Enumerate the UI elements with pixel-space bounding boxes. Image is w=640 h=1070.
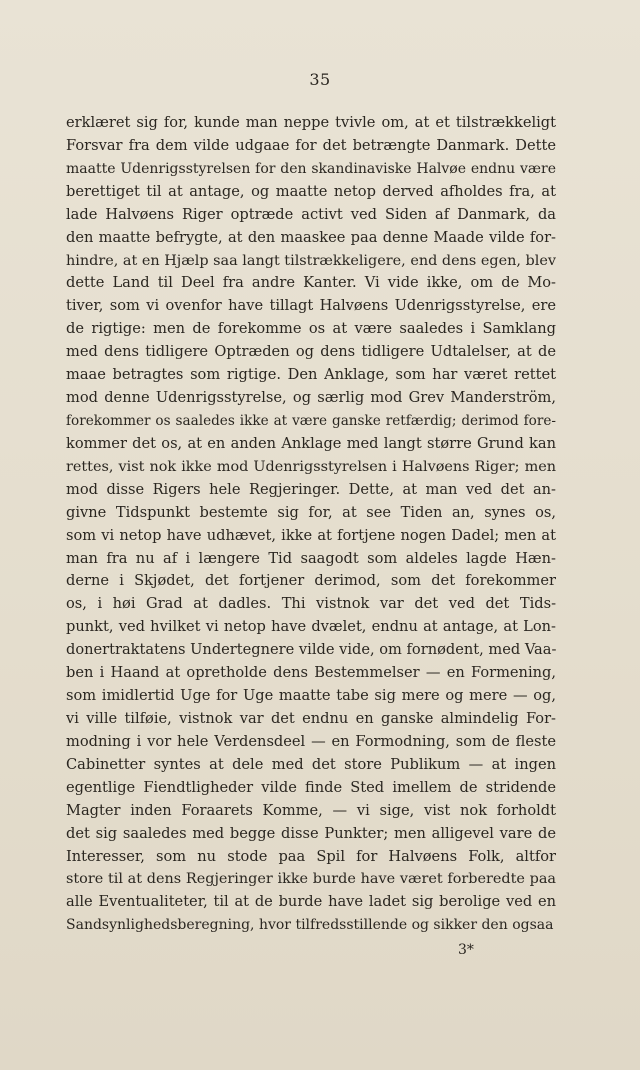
text-line: forekommer os saaledes ikke at være ganske retfærdig; derimod fore-	[66, 412, 556, 429]
text-line: Magter inden Foraarets Komme, — vi sige, vist nok forholdt	[66, 801, 556, 819]
text-line: Cabinetter syntes at dele med det store Publikum — at ingen	[66, 755, 556, 773]
text-line: donertraktatens Undertegnere vilde vide, om fornødent, med Vaa-	[66, 641, 556, 659]
body-text	[66, 112, 556, 937]
signature-mark: 3*	[458, 942, 474, 958]
text-line: lade Halvøens Riger optræde activt ved Siden af Danmark, da	[66, 205, 556, 223]
text-line: ben i Haand at opretholde dens Bestemmelser — en Formening,	[66, 664, 556, 682]
page-number: 35	[309, 70, 331, 89]
text-line: som vi netop have udhævet, ikke at fortjene nogen Dadel; men at	[66, 526, 556, 544]
text-line: givne Tidspunkt bestemte sig for, at see Tiden an, synes os,	[66, 503, 556, 521]
text-line: berettiget til at antage, og maatte netop derved afholdes fra, at	[66, 182, 556, 200]
text-line: mod denne Udenrigsstyrelse, og særlig mod Grev Manderström,	[66, 389, 556, 407]
text-line: Sandsynlighedsberegning, hvor tilfredsstillende og sikker den ogsaa	[66, 917, 554, 934]
text-line: vi ville tilføie, vistnok var det endnu en ganske almindelig For-	[66, 709, 556, 727]
text-line: store til at dens Regjeringer ikke burde have været forberedte paa	[66, 871, 556, 888]
text-line: det sig saaledes med begge disse Punkter; men alligevel vare de	[66, 824, 556, 842]
text-line: mod disse Rigers hele Regjeringer. Dette, at man ved det an-	[66, 480, 556, 498]
text-line: den maatte befrygte, at den maaskee paa denne Maade vilde for-	[66, 228, 556, 246]
text-line: alle Eventualiteter, til at de burde have ladet sig berolige ved en	[66, 893, 556, 911]
text-line: de rigtige: men de forekomme os at være saaledes i Samklang	[66, 320, 556, 338]
text-line: som imidlertid Uge for Uge maatte tabe sig mere og mere — og,	[66, 687, 556, 705]
text-line: maae betragtes som rigtige. Den Anklage, som har været rettet	[66, 366, 556, 384]
text-line: med dens tidligere Optræden og dens tidligere Udtalelser, at de	[66, 343, 556, 361]
text-line: erklæret sig for, kunde man neppe tvivle om, at et tilstrækkeligt	[66, 114, 556, 131]
text-line: man fra nu af i længere Tid saagodt som aldeles lagde Hæn-	[66, 549, 556, 567]
text-line: derne i Skjødet, det fortjener derimod, som det forekommer	[66, 572, 556, 590]
text-line: egentlige Fiendtligheder vilde finde Sted imellem de stridende	[66, 778, 556, 796]
text-line: Interesser, som nu stode paa Spil for Halvøens Folk, altfor	[66, 847, 556, 865]
text-line: punkt, ved hvilket vi netop have dvælet, endnu at antage, at Lon-	[66, 618, 556, 636]
text-line: maatte Udenrigsstyrelsen for den skandinaviske Halvøe endnu være	[66, 160, 556, 177]
text-line: dette Land til Deel fra andre Kanter. Vi vide ikke, om de Mo-	[66, 274, 556, 292]
text-line: rettes, vist nok ikke mod Udenrigsstyrelsen i Halvøens Riger; men	[66, 458, 556, 475]
text-line: tiver, som vi ovenfor have tillagt Halvøens Udenrigsstyrelse, ere	[66, 297, 556, 315]
text-line: modning i vor hele Verdensdeel — en Formodning, som de fleste	[66, 732, 556, 750]
text-line: Forsvar fra dem vilde udgaae for det betrængte Danmark. Dette	[66, 136, 556, 154]
text-line: kommer det os, at en anden Anklage med langt større Grund kan	[66, 434, 556, 452]
text-line: hindre, at en Hjælp saa langt tilstrækkeligere, end dens egen, blev	[66, 252, 556, 269]
text-line: os, i høi Grad at dadles. Thi vistnok var det ved det Tids-	[66, 595, 556, 613]
